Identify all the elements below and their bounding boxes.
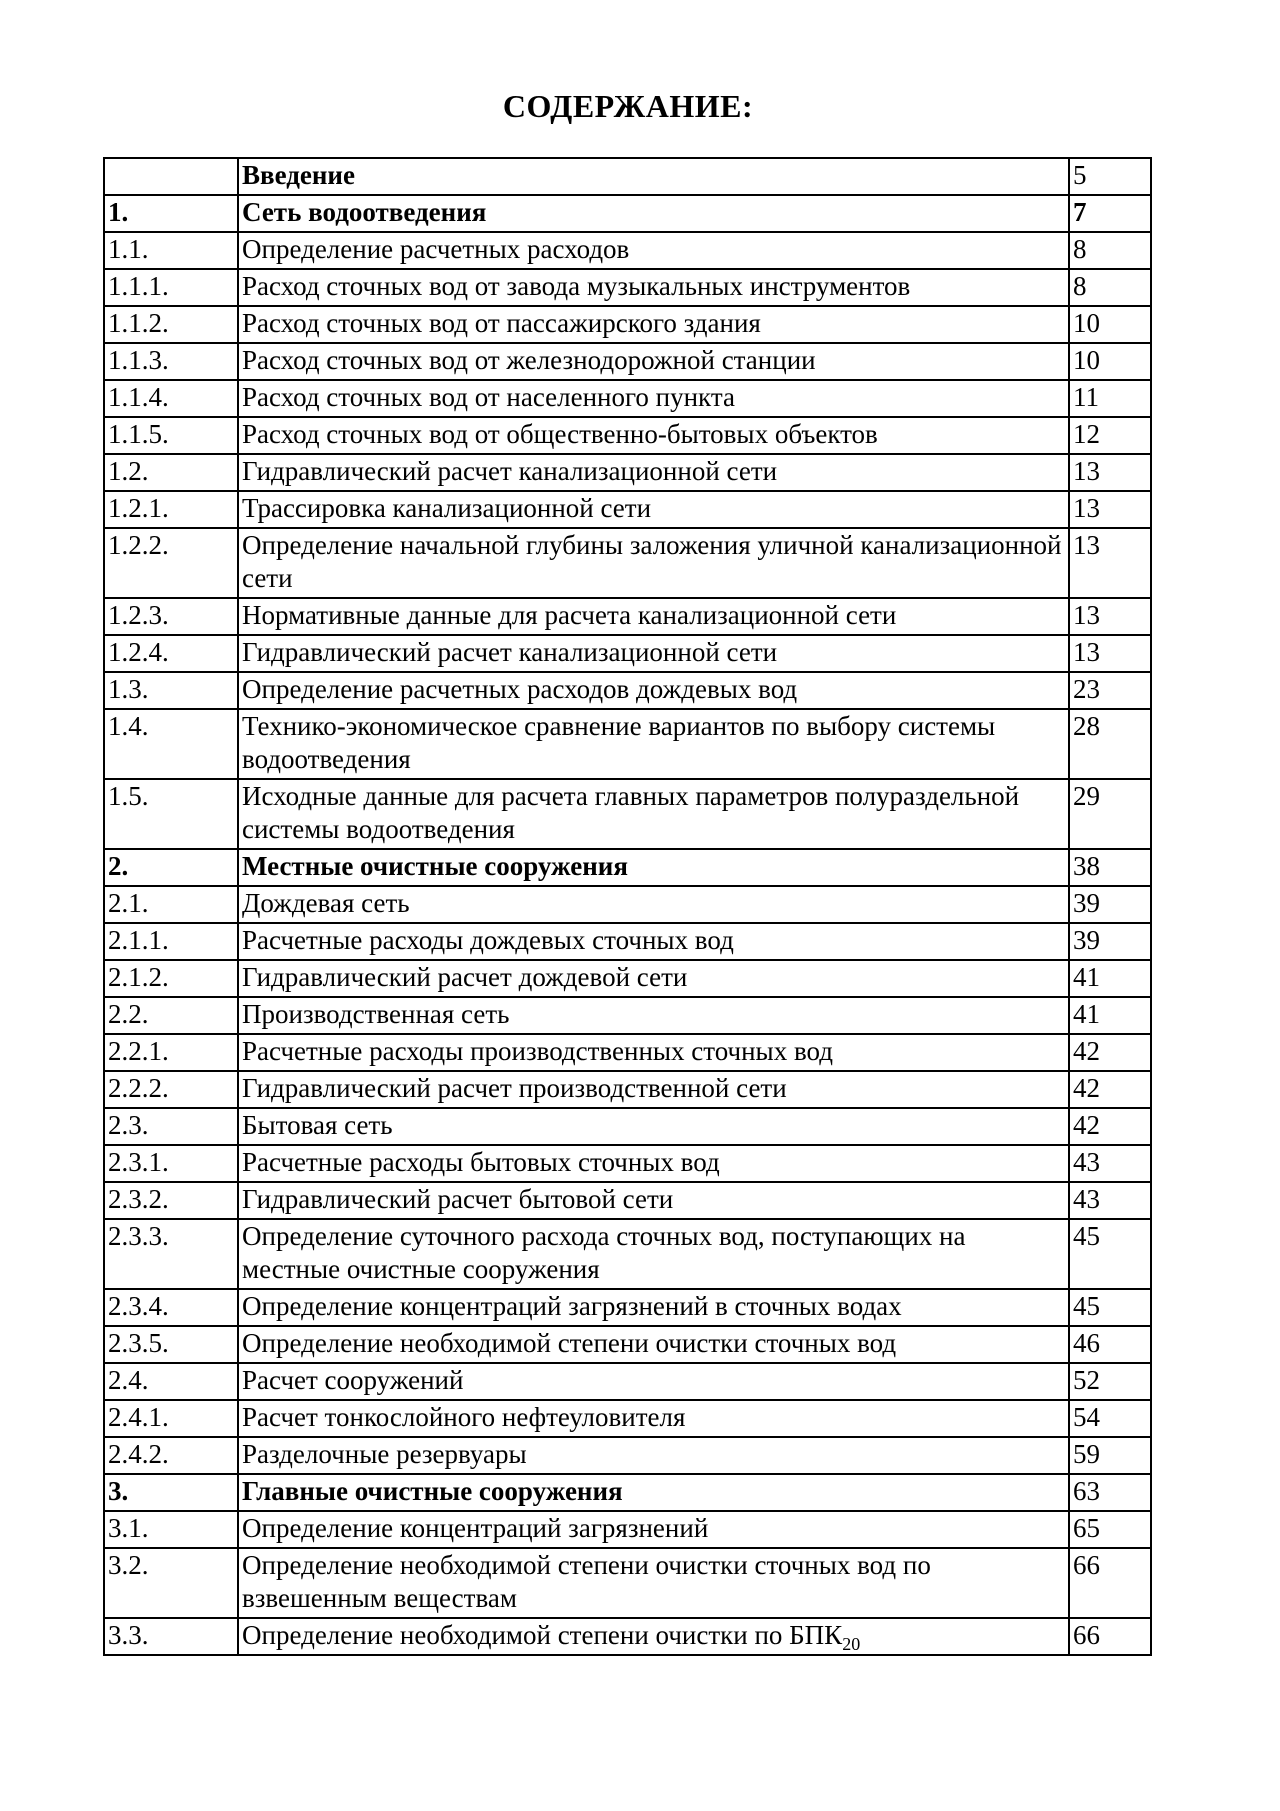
page-number: 66 [1069, 1618, 1151, 1655]
toc-row [104, 380, 1151, 417]
section-title: Определение необходимой степени очистки сточных вод [238, 1326, 1069, 1363]
toc-row [104, 886, 1151, 923]
page-number: 63 [1069, 1474, 1151, 1511]
toc-row [104, 1548, 1151, 1618]
page-number: 10 [1069, 306, 1151, 343]
section-title: Определение начальной глубины заложения уличной канализационной сети [238, 528, 1069, 598]
section-number: 1.2. [104, 454, 238, 491]
toc-row [104, 306, 1151, 343]
page-number: 23 [1069, 672, 1151, 709]
section-title: Определение расчетных расходов [238, 232, 1069, 269]
page-number: 11 [1069, 380, 1151, 417]
page-number: 41 [1069, 997, 1151, 1034]
section-number: 2.3. [104, 1108, 238, 1145]
toc-row [104, 923, 1151, 960]
toc-row [104, 1400, 1151, 1437]
section-number: 2.3.4. [104, 1289, 238, 1326]
table-of-contents [103, 157, 1152, 1656]
section-number: 1.2.2. [104, 528, 238, 598]
section-number: 3. [104, 1474, 238, 1511]
section-number: 2.1.1. [104, 923, 238, 960]
page-number: 13 [1069, 528, 1151, 598]
toc-row [104, 1145, 1151, 1182]
toc-row [104, 1289, 1151, 1326]
section-title: Расход сточных вод от пассажирского здания [238, 306, 1069, 343]
section-title: Исходные данные для расчета главных параметров полураздельной системы водоотведения [238, 779, 1069, 849]
section-number: 2.2.1. [104, 1034, 238, 1071]
section-number: 1.2.4. [104, 635, 238, 672]
page-title: СОДЕРЖАНИЕ: [502, 88, 754, 124]
page-number: 45 [1069, 1219, 1151, 1289]
page-number: 45 [1069, 1289, 1151, 1326]
toc-body [104, 158, 1151, 1655]
toc-row [104, 1034, 1151, 1071]
toc-row [104, 343, 1151, 380]
page-number: 13 [1069, 635, 1151, 672]
section-title: Расчетные расходы производственных сточных вод [238, 1034, 1069, 1071]
toc-row [104, 1182, 1151, 1219]
page-number: 13 [1069, 454, 1151, 491]
toc-row [104, 779, 1151, 849]
section-title: Расход сточных вод от населенного пункта [238, 380, 1069, 417]
toc-row [104, 1219, 1151, 1289]
page-number: 10 [1069, 343, 1151, 380]
toc-row [104, 454, 1151, 491]
toc-row [104, 1437, 1151, 1474]
section-title: Гидравлический расчет бытовой сети [238, 1182, 1069, 1219]
page-number: 5 [1069, 158, 1151, 195]
toc-row [104, 232, 1151, 269]
section-title: Расчетные расходы дождевых сточных вод [238, 923, 1069, 960]
section-number: 1.3. [104, 672, 238, 709]
toc-row [104, 709, 1151, 779]
toc-row [104, 269, 1151, 306]
section-title: Расход сточных вод от железнодорожной станции [238, 343, 1069, 380]
section-title: Определение расчетных расходов дождевых вод [238, 672, 1069, 709]
section-number: 2.4.2. [104, 1437, 238, 1474]
page-number: 42 [1069, 1071, 1151, 1108]
section-title: Расчет тонкослойного нефтеуловителя [238, 1400, 1069, 1437]
page-number: 43 [1069, 1182, 1151, 1219]
section-title: Гидравлический расчет дождевой сети [238, 960, 1069, 997]
toc-row [104, 1108, 1151, 1145]
section-title: Бытовая сеть [238, 1108, 1069, 1145]
section-number: 1.1.5. [104, 417, 238, 454]
section-title: Местные очистные сооружения [238, 849, 1069, 886]
section-title: Расчетные расходы бытовых сточных вод [238, 1145, 1069, 1182]
page-number: 54 [1069, 1400, 1151, 1437]
section-number: 1.1.1. [104, 269, 238, 306]
section-title-subscript: 20 [842, 1634, 861, 1654]
toc-row [104, 417, 1151, 454]
section-title: Главные очистные сооружения [238, 1474, 1069, 1511]
section-number: 1.2.3. [104, 598, 238, 635]
section-number: 1. [104, 195, 238, 232]
section-title: Расчет сооружений [238, 1363, 1069, 1400]
page-number: 13 [1069, 598, 1151, 635]
toc-row [104, 1511, 1151, 1548]
section-number: 1.1. [104, 232, 238, 269]
page-number: 8 [1069, 269, 1151, 306]
section-number: 2.3.1. [104, 1145, 238, 1182]
toc-row [104, 1363, 1151, 1400]
toc-row [104, 1474, 1151, 1511]
section-title [238, 1618, 1069, 1655]
page-number: 12 [1069, 417, 1151, 454]
section-number: 1.2.1. [104, 491, 238, 528]
page-number: 38 [1069, 849, 1151, 886]
page-number: 29 [1069, 779, 1151, 849]
section-title: Гидравлический расчет канализационной сети [238, 635, 1069, 672]
section-title: Сеть водоотведения [238, 195, 1069, 232]
page-number: 66 [1069, 1548, 1151, 1618]
page-number: 65 [1069, 1511, 1151, 1548]
section-number: 2.4. [104, 1363, 238, 1400]
section-number: 1.4. [104, 709, 238, 779]
page-number: 28 [1069, 709, 1151, 779]
section-number: 2.1. [104, 886, 238, 923]
section-title: Определение суточного расхода сточных вод, поступающих на местные очистные сооружения [238, 1219, 1069, 1289]
section-title: Гидравлический расчет канализационной сети [238, 454, 1069, 491]
section-title: Производственная сеть [238, 997, 1069, 1034]
section-title-text: Определение необходимой степени очистки по БПК [242, 1620, 843, 1650]
section-number: 3.3. [104, 1618, 238, 1655]
section-number: 2.3.2. [104, 1182, 238, 1219]
toc-row [104, 1326, 1151, 1363]
toc-row [104, 849, 1151, 886]
toc-row [104, 1071, 1151, 1108]
section-number: 2.2. [104, 997, 238, 1034]
section-number: 2. [104, 849, 238, 886]
toc-row [104, 528, 1151, 598]
section-number: 1.1.4. [104, 380, 238, 417]
toc-row [104, 1618, 1151, 1655]
section-number: 2.3.5. [104, 1326, 238, 1363]
page-number: 42 [1069, 1034, 1151, 1071]
section-title: Определение концентраций загрязнений [238, 1511, 1069, 1548]
page-number: 39 [1069, 886, 1151, 923]
page-number: 7 [1069, 195, 1151, 232]
page-number: 13 [1069, 491, 1151, 528]
section-title: Определение концентраций загрязнений в сточных водах [238, 1289, 1069, 1326]
section-number: 3.1. [104, 1511, 238, 1548]
toc-row [104, 997, 1151, 1034]
section-title: Введение [238, 158, 1069, 195]
section-title: Гидравлический расчет производственной сети [238, 1071, 1069, 1108]
page-number: 42 [1069, 1108, 1151, 1145]
toc-row [104, 635, 1151, 672]
toc-row [104, 672, 1151, 709]
toc-row [104, 491, 1151, 528]
section-title: Расход сточных вод от общественно-бытовых объектов [238, 417, 1069, 454]
toc-row [104, 960, 1151, 997]
section-number: 2.3.3. [104, 1219, 238, 1289]
section-number: 1.1.3. [104, 343, 238, 380]
section-number [104, 158, 238, 195]
section-title: Нормативные данные для расчета канализационной сети [238, 598, 1069, 635]
section-title: Технико-экономическое сравнение вариантов по выбору системы водоотведения [238, 709, 1069, 779]
page-number: 39 [1069, 923, 1151, 960]
section-title: Трассировка канализационной сети [238, 491, 1069, 528]
section-number: 1.1.2. [104, 306, 238, 343]
section-number: 2.1.2. [104, 960, 238, 997]
page-number: 59 [1069, 1437, 1151, 1474]
section-title: Определение необходимой степени очистки сточных вод по взвешенным веществам [238, 1548, 1069, 1618]
section-number: 3.2. [104, 1548, 238, 1618]
section-number: 2.2.2. [104, 1071, 238, 1108]
toc-row [104, 195, 1151, 232]
section-title: Расход сточных вод от завода музыкальных инструментов [238, 269, 1069, 306]
page-number: 41 [1069, 960, 1151, 997]
page-number: 46 [1069, 1326, 1151, 1363]
section-title: Дождевая сеть [238, 886, 1069, 923]
page-number: 43 [1069, 1145, 1151, 1182]
toc-row [104, 158, 1151, 195]
toc-row [104, 598, 1151, 635]
section-number: 1.5. [104, 779, 238, 849]
section-number: 2.4.1. [104, 1400, 238, 1437]
page-number: 8 [1069, 232, 1151, 269]
page-number: 52 [1069, 1363, 1151, 1400]
section-title: Разделочные резервуары [238, 1437, 1069, 1474]
